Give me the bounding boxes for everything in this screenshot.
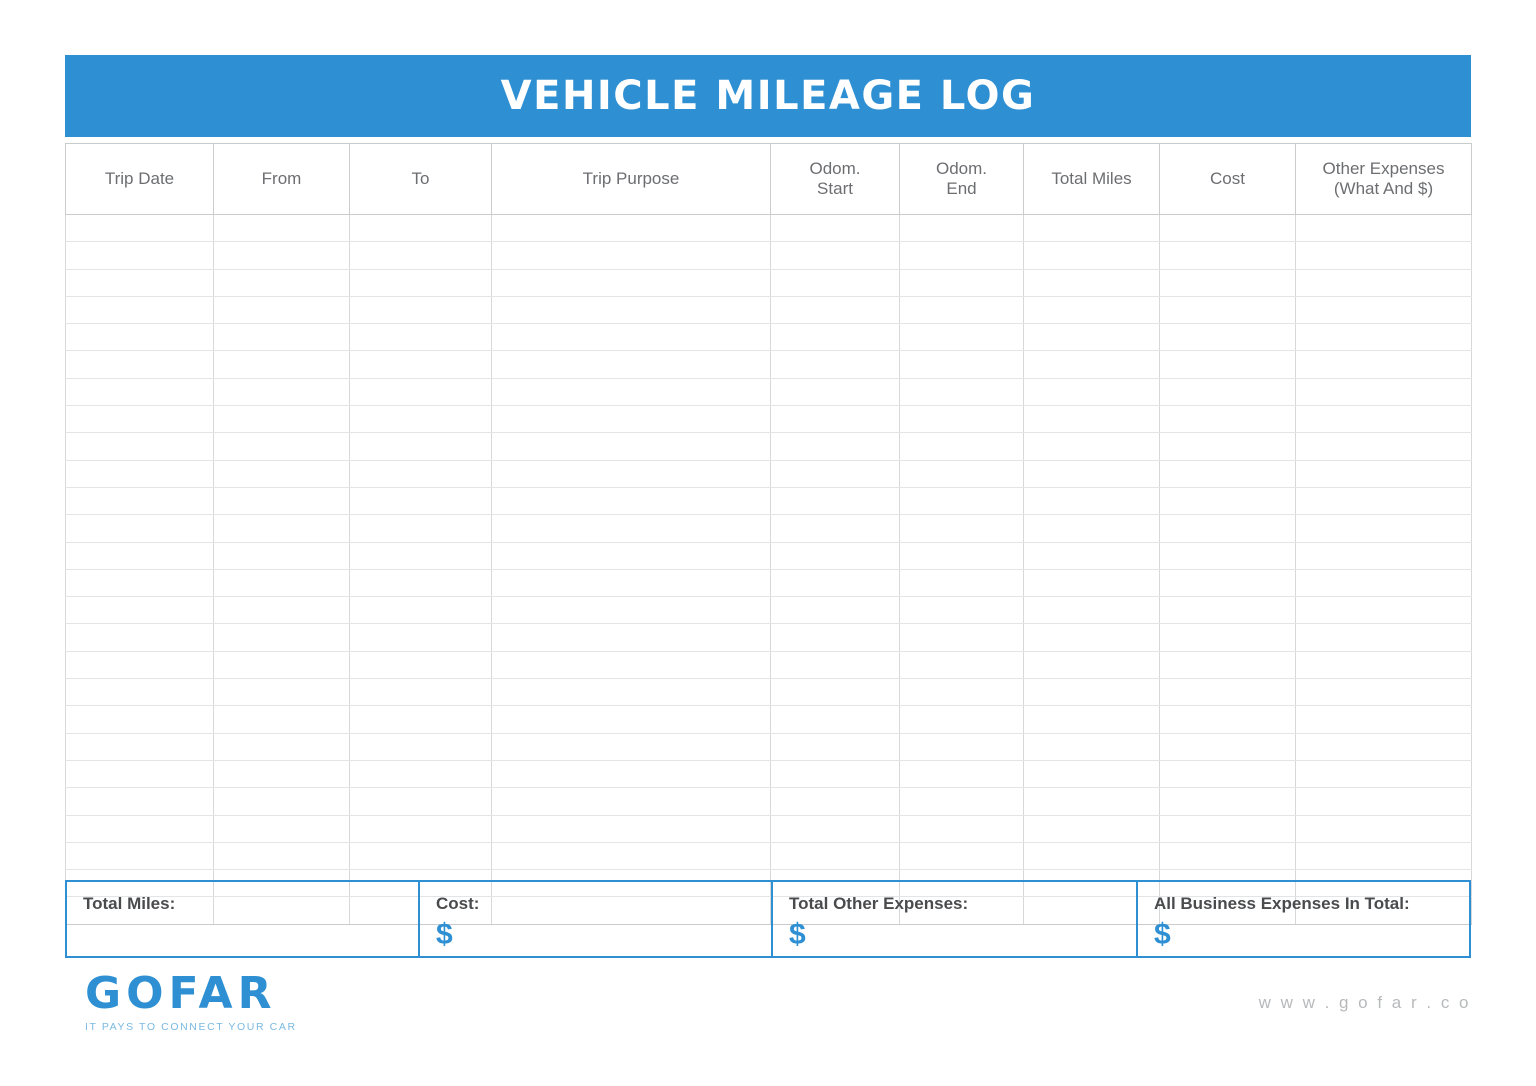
table-row [66,788,1472,815]
table-cell-odom_end[interactable] [900,460,1024,487]
table-cell-from[interactable] [214,733,350,760]
table-cell-total_miles[interactable] [1024,406,1160,433]
table-cell-to[interactable] [350,515,492,542]
table-cell-cost[interactable] [1160,542,1296,569]
table-cell-to[interactable] [350,242,492,269]
table-cell-odom_start[interactable] [771,515,900,542]
summary-all-business-expenses-value: $ [1153,918,1171,951]
table-cell-trip_purpose[interactable] [492,815,771,842]
table-cell-from[interactable] [214,679,350,706]
table-row [66,542,1472,569]
table-cell-to[interactable] [350,679,492,706]
table-row [66,515,1472,542]
table-cell-other_expenses[interactable] [1296,378,1472,405]
summary-total-miles[interactable] [67,882,420,956]
table-cell-cost[interactable] [1160,733,1296,760]
table-cell-odom_end[interactable] [900,624,1024,651]
table-cell-to[interactable] [350,624,492,651]
table-cell-cost[interactable] [1160,324,1296,351]
table-cell-trip_purpose[interactable] [492,679,771,706]
table-cell-trip_date[interactable] [66,351,214,378]
summary-bar [65,880,1471,958]
other-expenses-line2: (What And $) [1333,179,1434,198]
table-cell-other_expenses[interactable] [1296,760,1472,787]
table-cell-trip_purpose[interactable] [492,842,771,869]
table-cell-total_miles[interactable] [1024,487,1160,514]
column-header-odom-end [900,144,1024,215]
table-cell-from[interactable] [214,433,350,460]
odom-end-line2: End [946,179,977,198]
table-cell-total_miles[interactable] [1024,788,1160,815]
table-row [66,269,1472,296]
table-cell-odom_start[interactable] [771,760,900,787]
table-cell-total_miles[interactable] [1024,679,1160,706]
table-cell-odom_start[interactable] [771,215,900,242]
table-cell-cost[interactable] [1160,706,1296,733]
table-cell-odom_end[interactable] [900,788,1024,815]
table-cell-to[interactable] [350,788,492,815]
table-cell-trip_purpose[interactable] [492,433,771,460]
table-cell-to[interactable] [350,569,492,596]
table-cell-to[interactable] [350,433,492,460]
table-cell-from[interactable] [214,487,350,514]
table-cell-other_expenses[interactable] [1296,269,1472,296]
table-row [66,433,1472,460]
table-cell-other_expenses[interactable] [1296,351,1472,378]
table-cell-cost[interactable] [1160,569,1296,596]
table-cell-trip_date[interactable] [66,515,214,542]
table-cell-to[interactable] [350,378,492,405]
table-cell-odom_start[interactable] [771,487,900,514]
column-header-trip-purpose: Trip Purpose [492,144,771,215]
logo-wordmark: GOFAR [85,968,277,1019]
table-cell-trip_purpose[interactable] [492,733,771,760]
table-row [66,460,1472,487]
table-cell-trip_purpose[interactable] [492,706,771,733]
summary-cost-value: $ [436,918,453,951]
table-cell-trip_purpose[interactable] [492,624,771,651]
table-cell-other_expenses[interactable] [1296,487,1472,514]
column-header-from: From [214,144,350,215]
table-cell-trip_purpose[interactable] [492,378,771,405]
table-cell-trip_date[interactable] [66,242,214,269]
table-cell-odom_start[interactable] [771,406,900,433]
table-cell-odom_end[interactable] [900,760,1024,787]
table-cell-from[interactable] [214,760,350,787]
table-cell-trip_date[interactable] [66,460,214,487]
table-cell-odom_end[interactable] [900,487,1024,514]
table-cell-to[interactable] [350,269,492,296]
table-cell-to[interactable] [350,487,492,514]
table-cell-from[interactable] [214,706,350,733]
table-row [66,378,1472,405]
table-cell-trip_purpose[interactable] [492,269,771,296]
table-cell-total_miles[interactable] [1024,569,1160,596]
page-title-bar [65,55,1471,137]
table-row [66,487,1472,514]
table-cell-total_miles[interactable] [1024,269,1160,296]
table-cell-trip_purpose[interactable] [492,406,771,433]
summary-all-business-expenses[interactable] [1138,882,1469,956]
table-cell-to[interactable] [350,706,492,733]
table-cell-trip_date[interactable] [66,788,214,815]
table-cell-trip_date[interactable] [66,215,214,242]
table-cell-odom_end[interactable] [900,679,1024,706]
column-header-other-expenses [1296,144,1472,215]
table-cell-trip_date[interactable] [66,733,214,760]
table-row [66,624,1472,651]
table-cell-odom_start[interactable] [771,324,900,351]
table-cell-from[interactable] [214,515,350,542]
table-cell-odom_end[interactable] [900,296,1024,323]
table-header-row [66,144,1472,215]
table-row [66,842,1472,869]
table-cell-odom_start[interactable] [771,842,900,869]
table-cell-trip_date[interactable] [66,624,214,651]
table-cell-from[interactable] [214,242,350,269]
table-cell-total_miles[interactable] [1024,515,1160,542]
table-row [66,651,1472,678]
table-cell-total_miles[interactable] [1024,433,1160,460]
table-cell-cost[interactable] [1160,597,1296,624]
table-cell-odom_start[interactable] [771,351,900,378]
table-cell-trip_date[interactable] [66,597,214,624]
table-row [66,733,1472,760]
table-cell-total_miles[interactable] [1024,324,1160,351]
table-cell-trip_date[interactable] [66,706,214,733]
table-cell-odom_end[interactable] [900,597,1024,624]
table-cell-odom_end[interactable] [900,515,1024,542]
table-cell-to[interactable] [350,597,492,624]
table-cell-trip_purpose[interactable] [492,515,771,542]
gofar-logo [85,968,297,1033]
table-row [66,351,1472,378]
table-cell-trip_purpose[interactable] [492,487,771,514]
table-cell-from[interactable] [214,269,350,296]
table-cell-cost[interactable] [1160,433,1296,460]
table-cell-odom_start[interactable] [771,296,900,323]
table-cell-odom_start[interactable] [771,542,900,569]
odom-start-line2: Start [817,179,853,198]
table-cell-cost[interactable] [1160,215,1296,242]
table-cell-trip_date[interactable] [66,406,214,433]
table-cell-other_expenses[interactable] [1296,569,1472,596]
table-cell-odom_start[interactable] [771,378,900,405]
table-cell-trip_date[interactable] [66,487,214,514]
table-cell-total_miles[interactable] [1024,815,1160,842]
table-cell-trip_date[interactable] [66,569,214,596]
table-cell-to[interactable] [350,760,492,787]
table-cell-odom_end[interactable] [900,733,1024,760]
table-cell-from[interactable] [214,406,350,433]
table-cell-odom_start[interactable] [771,242,900,269]
table-cell-cost[interactable] [1160,788,1296,815]
table-cell-odom_end[interactable] [900,569,1024,596]
website-url: w w w . g o f a r . c o [1258,993,1471,1012]
table-cell-trip_date[interactable] [66,651,214,678]
table-cell-cost[interactable] [1160,624,1296,651]
table-cell-trip_purpose[interactable] [492,351,771,378]
table-cell-trip_purpose[interactable] [492,242,771,269]
table-cell-from[interactable] [214,351,350,378]
table-cell-from[interactable] [214,624,350,651]
table-cell-total_miles[interactable] [1024,378,1160,405]
column-header-odom-start [771,144,900,215]
table-cell-to[interactable] [350,542,492,569]
table-cell-trip_purpose[interactable] [492,324,771,351]
table-row [66,215,1472,242]
table-cell-to[interactable] [350,215,492,242]
table-cell-trip_date[interactable] [66,679,214,706]
table-cell-odom_start[interactable] [771,706,900,733]
table-row [66,569,1472,596]
table-cell-to[interactable] [350,815,492,842]
table-cell-trip_purpose[interactable] [492,597,771,624]
table-cell-from[interactable] [214,597,350,624]
summary-total-miles-label: Total Miles: [83,894,176,913]
table-row [66,760,1472,787]
table-row [66,406,1472,433]
table-cell-total_miles[interactable] [1024,296,1160,323]
table-cell-odom_end[interactable] [900,406,1024,433]
table-cell-to[interactable] [350,296,492,323]
column-header-trip-date: Trip Date [66,144,214,215]
mileage-log-table [65,143,1472,925]
table-cell-odom_start[interactable] [771,815,900,842]
table-cell-odom_end[interactable] [900,651,1024,678]
table-cell-other_expenses[interactable] [1296,406,1472,433]
table-cell-trip_date[interactable] [66,815,214,842]
table-cell-total_miles[interactable] [1024,351,1160,378]
table-cell-odom_start[interactable] [771,460,900,487]
odom-end-line1: Odom. [935,159,988,179]
table-cell-total_miles[interactable] [1024,242,1160,269]
table-cell-cost[interactable] [1160,515,1296,542]
table-cell-odom_start[interactable] [771,651,900,678]
table-cell-from[interactable] [214,842,350,869]
table-cell-from[interactable] [214,460,350,487]
table-cell-to[interactable] [350,406,492,433]
table-cell-cost[interactable] [1160,296,1296,323]
table-cell-total_miles[interactable] [1024,597,1160,624]
table-row [66,706,1472,733]
table-cell-odom_start[interactable] [771,569,900,596]
table-cell-odom_end[interactable] [900,242,1024,269]
table-cell-cost[interactable] [1160,378,1296,405]
table-cell-other_expenses[interactable] [1296,624,1472,651]
table-cell-other_expenses[interactable] [1296,733,1472,760]
table-cell-trip_date[interactable] [66,760,214,787]
summary-all-business-expenses-label: All Business Expenses In Total: [1153,894,1410,913]
table-cell-from[interactable] [214,815,350,842]
table-cell-trip_date[interactable] [66,542,214,569]
table-cell-total_miles[interactable] [1024,651,1160,678]
column-header-to: To [350,144,492,215]
table-cell-odom_end[interactable] [900,842,1024,869]
table-cell-total_miles[interactable] [1024,842,1160,869]
table-cell-other_expenses[interactable] [1296,296,1472,323]
table-cell-odom_end[interactable] [900,542,1024,569]
table-cell-total_miles[interactable] [1024,706,1160,733]
table-cell-trip_purpose[interactable] [492,760,771,787]
table-cell-other_expenses[interactable] [1296,597,1472,624]
table-cell-from[interactable] [214,378,350,405]
summary-total-other-expenses-label: Total Other Expenses: [789,894,969,913]
table-cell-trip_purpose[interactable] [492,788,771,815]
table-cell-to[interactable] [350,733,492,760]
table-cell-odom_start[interactable] [771,788,900,815]
summary-total-other-expenses-value: $ [789,918,806,951]
table-cell-trip_date[interactable] [66,433,214,460]
table-cell-cost[interactable] [1160,269,1296,296]
table-cell-other_expenses[interactable] [1296,324,1472,351]
table-row [66,597,1472,624]
table-cell-other_expenses[interactable] [1296,842,1472,869]
summary-cost[interactable] [420,882,773,956]
table-cell-trip_purpose[interactable] [492,651,771,678]
table-cell-other_expenses[interactable] [1296,515,1472,542]
summary-total-other-expenses[interactable] [773,882,1138,956]
column-header-total-miles: Total Miles [1024,144,1160,215]
table-cell-total_miles[interactable] [1024,542,1160,569]
table-cell-odom_end[interactable] [900,378,1024,405]
table-cell-from[interactable] [214,569,350,596]
table-cell-odom_end[interactable] [900,324,1024,351]
table-cell-cost[interactable] [1160,842,1296,869]
table-cell-other_expenses[interactable] [1296,679,1472,706]
table-row [66,324,1472,351]
table-cell-trip_date[interactable] [66,296,214,323]
table-cell-odom_start[interactable] [771,624,900,651]
table-cell-from[interactable] [214,324,350,351]
table-cell-other_expenses[interactable] [1296,815,1472,842]
table-cell-from[interactable] [214,651,350,678]
table-cell-other_expenses[interactable] [1296,460,1472,487]
table-cell-odom_end[interactable] [900,706,1024,733]
table-body [66,215,1472,925]
logo-tagline: IT PAYS TO CONNECT YOUR CAR [85,1021,297,1033]
table-cell-odom_start[interactable] [771,679,900,706]
table-row [66,815,1472,842]
table-cell-trip_purpose[interactable] [492,542,771,569]
table-cell-cost[interactable] [1160,679,1296,706]
table-cell-to[interactable] [350,651,492,678]
table-cell-cost[interactable] [1160,487,1296,514]
table-cell-from[interactable] [214,542,350,569]
table-cell-total_miles[interactable] [1024,733,1160,760]
table-cell-from[interactable] [214,296,350,323]
table-cell-to[interactable] [350,351,492,378]
table-cell-trip_date[interactable] [66,269,214,296]
table-cell-to[interactable] [350,460,492,487]
table-cell-other_expenses[interactable] [1296,788,1472,815]
table-row [66,679,1472,706]
table-cell-odom_start[interactable] [771,733,900,760]
table-cell-odom_start[interactable] [771,433,900,460]
table-cell-trip_date[interactable] [66,842,214,869]
table-cell-cost[interactable] [1160,351,1296,378]
table-cell-cost[interactable] [1160,815,1296,842]
table-cell-other_expenses[interactable] [1296,542,1472,569]
table-cell-cost[interactable] [1160,406,1296,433]
summary-cost-label: Cost: [436,894,480,913]
table-cell-other_expenses[interactable] [1296,242,1472,269]
table-cell-trip_purpose[interactable] [492,296,771,323]
table-cell-trip_purpose[interactable] [492,215,771,242]
table-cell-odom_end[interactable] [900,351,1024,378]
table-cell-to[interactable] [350,324,492,351]
table-row [66,296,1472,323]
table-cell-odom_end[interactable] [900,269,1024,296]
table-cell-odom_start[interactable] [771,597,900,624]
table-cell-odom_start[interactable] [771,269,900,296]
odom-start-line1: Odom. [809,159,861,179]
table-cell-cost[interactable] [1160,460,1296,487]
table-cell-other_expenses[interactable] [1296,651,1472,678]
table-cell-trip_date[interactable] [66,378,214,405]
table-cell-cost[interactable] [1160,242,1296,269]
table-cell-trip_purpose[interactable] [492,460,771,487]
table-cell-trip_date[interactable] [66,324,214,351]
table-cell-odom_end[interactable] [900,815,1024,842]
table-cell-to[interactable] [350,842,492,869]
page-title: VEHICLE MILEAGE LOG [500,73,1036,119]
table-cell-cost[interactable] [1160,760,1296,787]
table-cell-total_miles[interactable] [1024,624,1160,651]
table-cell-trip_purpose[interactable] [492,569,771,596]
table-cell-total_miles[interactable] [1024,460,1160,487]
table-cell-other_expenses[interactable] [1296,215,1472,242]
table-row [66,242,1472,269]
table-cell-other_expenses[interactable] [1296,706,1472,733]
table-cell-odom_end[interactable] [900,215,1024,242]
table-cell-cost[interactable] [1160,651,1296,678]
table-cell-other_expenses[interactable] [1296,433,1472,460]
table-cell-from[interactable] [214,215,350,242]
table-cell-total_miles[interactable] [1024,760,1160,787]
table-cell-odom_end[interactable] [900,433,1024,460]
column-header-cost: Cost [1160,144,1296,215]
table-cell-total_miles[interactable] [1024,215,1160,242]
table-cell-from[interactable] [214,788,350,815]
other-expenses-line1: Other Expenses [1322,159,1445,179]
